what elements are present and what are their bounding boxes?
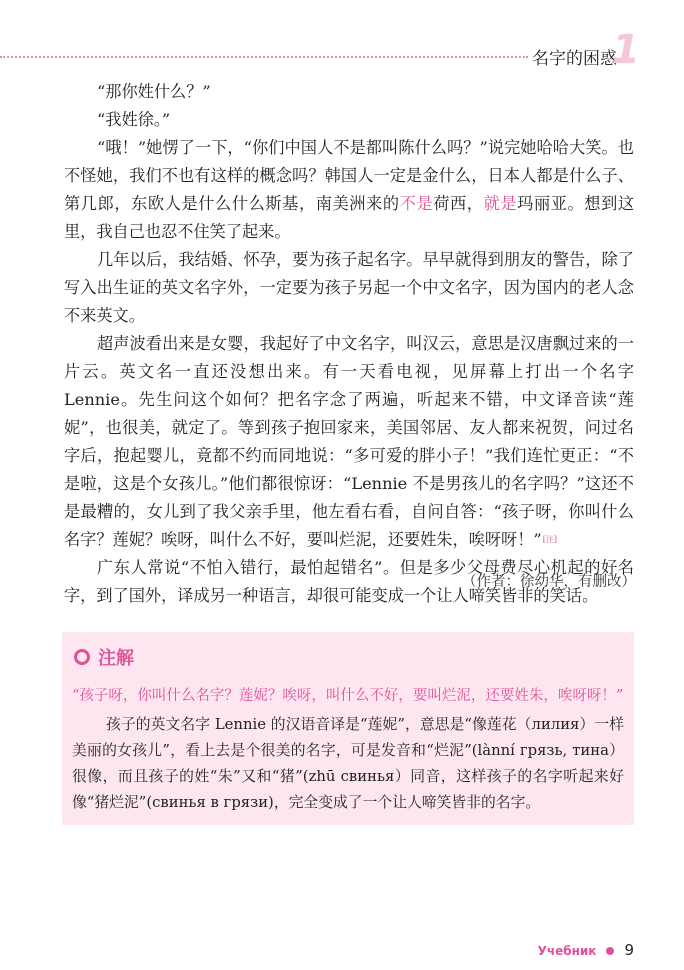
dot-icon <box>606 947 614 955</box>
notes-body <box>72 712 624 816</box>
paragraph: “那你姓什么？” <box>97 82 211 101</box>
text-run: 超声波看出来是女婴，我起好了中文名字，叫汉云，意思是汉唐飘过来的一片云。英文名一直还没想出来。有一天看电视，见屏幕上打出一个名字Lennie。先生问这个如何？把名字念了两遍，听起来不错，中文译音读“莲妮”，也很美，就定了。等到孩子抱回家来，美国邻居、友人都来祝贺，问过名字后，抱起婴儿，竟都不约而同地说：“多可爱的胖小子！”我们连忙更正：“不是啦，这是个女孩儿。”他们都很惊讶：“Lennie 不是男孩儿的名字吗？”这还不是最糟的，女儿到了我父亲手里，他左看右看，自问自答：“孩子呀，你叫什么名字？莲妮？唉呀，叫什么不好，要叫烂泥，还要姓朱，唉呀呀！” <box>64 334 634 549</box>
page-footer <box>538 940 634 959</box>
highlight-is: 就是 <box>483 194 518 213</box>
paragraph: “我姓徐。” <box>97 110 171 129</box>
footer-label: Учебник <box>537 944 597 958</box>
paragraph: 广东人常说“不怕入错行，最怕起错名”。但是多少父母费尽心机起的好名字，到了国外，译成另一种语言，却很可能变成一个让人啼笑皆非的笑话。 <box>64 558 634 605</box>
notes-heading-label: 注解 <box>98 648 134 669</box>
paragraph: 几年以后，我结婚、怀孕，要为孩子起名字。早早就得到朋友的警告，除了写入出生证的英文名字外，一定要为孩子另起一个中文名字，因为国内的老人念不来英文。 <box>64 250 634 325</box>
bullet-icon <box>74 649 90 665</box>
header-divider <box>0 56 528 58</box>
attribution: （作者：徐幼华，有删改） <box>462 574 636 590</box>
highlight-not: 不是 <box>399 194 434 213</box>
paragraph <box>64 330 634 554</box>
chapter-title: 名字的困惑 <box>532 49 617 69</box>
text-run: 玛丽亚。想到这里，我自己也忍不住笑了起来。 <box>64 194 635 241</box>
text-run: “哦！”她愣了一下，“你们中国人不是都叫陈什么吗？”说完她哈哈大笑。也不怪她，我们不也有这样的概念吗？韩国人一定是金什么，日本人都是什么子、第几郎，东欧人是什么什么斯基，南美洲来的 <box>64 138 634 213</box>
text-run: 荷西， <box>433 194 484 213</box>
page-number: 9 <box>624 941 634 959</box>
chapter-number: 1 <box>612 27 640 73</box>
story-text <box>64 78 634 610</box>
paragraph <box>64 134 634 246</box>
notes-heading <box>74 644 134 670</box>
notes-quote: “孩子呀，你叫什么名字？莲妮？唉呀，叫什么不好，要叫烂泥，还要姓朱，唉呀呀！” <box>72 688 624 704</box>
footnote-marker[interactable]: [注] <box>542 535 557 544</box>
notes-box <box>62 632 634 825</box>
notes-paragraph: 孩子的英文名字 Lennie 的汉语音译是“莲妮”，意思是“像莲花（лилия）一样美丽的女孩儿”，看上去是个很美的名字，可是发音和“烂泥”(lànní грязь, тина）很像，而且孩子的姓“朱”又和“猪”(zhū свинья）同音，这样孩子的名字听起来好像“猪烂泥”(свинья в грязи)，完全变成了一个让人啼笑皆非的名字。 <box>72 716 624 811</box>
